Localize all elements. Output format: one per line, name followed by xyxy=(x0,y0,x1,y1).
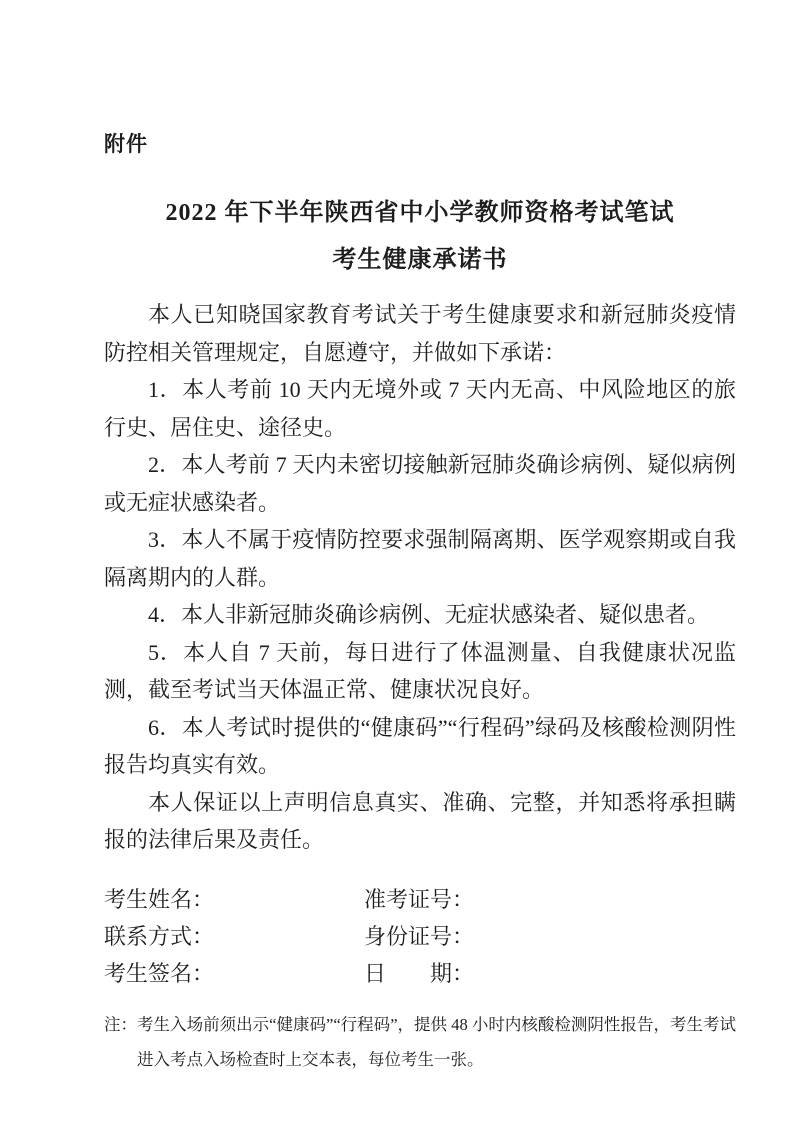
body-paragraphs xyxy=(104,296,736,859)
document-title xyxy=(104,190,736,284)
admission-ticket-label: 准考证号： xyxy=(364,886,475,912)
form-row-name-ticket xyxy=(104,881,736,918)
attachment-label: 附件 xyxy=(104,133,148,156)
contact-field xyxy=(104,918,364,955)
title-line-2: 考生健康承诺书 xyxy=(332,247,508,273)
commitment-item-4: 4．本人非新冠肺炎确诊病例、无症状感染者、疑似患者。 xyxy=(148,602,710,627)
candidate-name-label: 考生姓名： xyxy=(104,886,215,912)
footnote xyxy=(104,1007,736,1077)
form-row-signature-date xyxy=(104,955,736,992)
commitment-item-1: 1．本人考前 10 天内无境外或 7 天内无高、中风险地区的旅行史、居住史、途径史。 xyxy=(104,377,736,440)
signature-label: 考生签名： xyxy=(104,960,215,986)
intro-paragraph: 本人已知晓国家教育考试关于考生健康要求和新冠肺炎疫情防控相关管理规定，自愿遵守，并做如下承诺： xyxy=(104,302,736,365)
closing-paragraph: 本人保证以上声明信息真实、准确、完整，并知悉将承担瞒报的法律后果及责任。 xyxy=(104,789,736,852)
commitment-item-2: 2．本人考前 7 天内未密切接触新冠肺炎确诊病例、疑似病例或无症状感染者。 xyxy=(104,452,736,515)
signature-form xyxy=(104,881,736,992)
form-row-contact-id xyxy=(104,918,736,955)
commitment-item-6: 6．本人考试时提供的“健康码”“行程码”绿码及核酸检测阴性报告均真实有效。 xyxy=(104,714,736,777)
contact-label: 联系方式： xyxy=(104,923,215,949)
date-label: 日 期： xyxy=(364,960,475,986)
commitment-item-3: 3．本人不属于疫情防控要求强制隔离期、医学观察期或自我隔离期内的人群。 xyxy=(104,527,736,590)
signature-field xyxy=(104,955,364,992)
title-line-1: 2022 年下半年陕西省中小学教师资格考试笔试 xyxy=(165,200,675,226)
id-number-label: 身份证号： xyxy=(364,923,475,949)
footnote-text: 考生入场前须出示“健康码”“行程码”，提供 48 小时内核酸检测阴性报告，考生考试进入考点入场检查时上交本表，每位考生一张。 xyxy=(137,1014,737,1069)
footnote-prefix: 注： xyxy=(104,1014,138,1034)
date-field xyxy=(364,955,736,992)
id-number-field xyxy=(364,918,736,955)
admission-ticket-field xyxy=(364,881,736,918)
commitment-item-5: 5．本人自 7 天前，每日进行了体温测量、自我健康状况监测，截至考试当天体温正常、健康状况良好。 xyxy=(104,639,736,702)
candidate-name-field xyxy=(104,881,364,918)
